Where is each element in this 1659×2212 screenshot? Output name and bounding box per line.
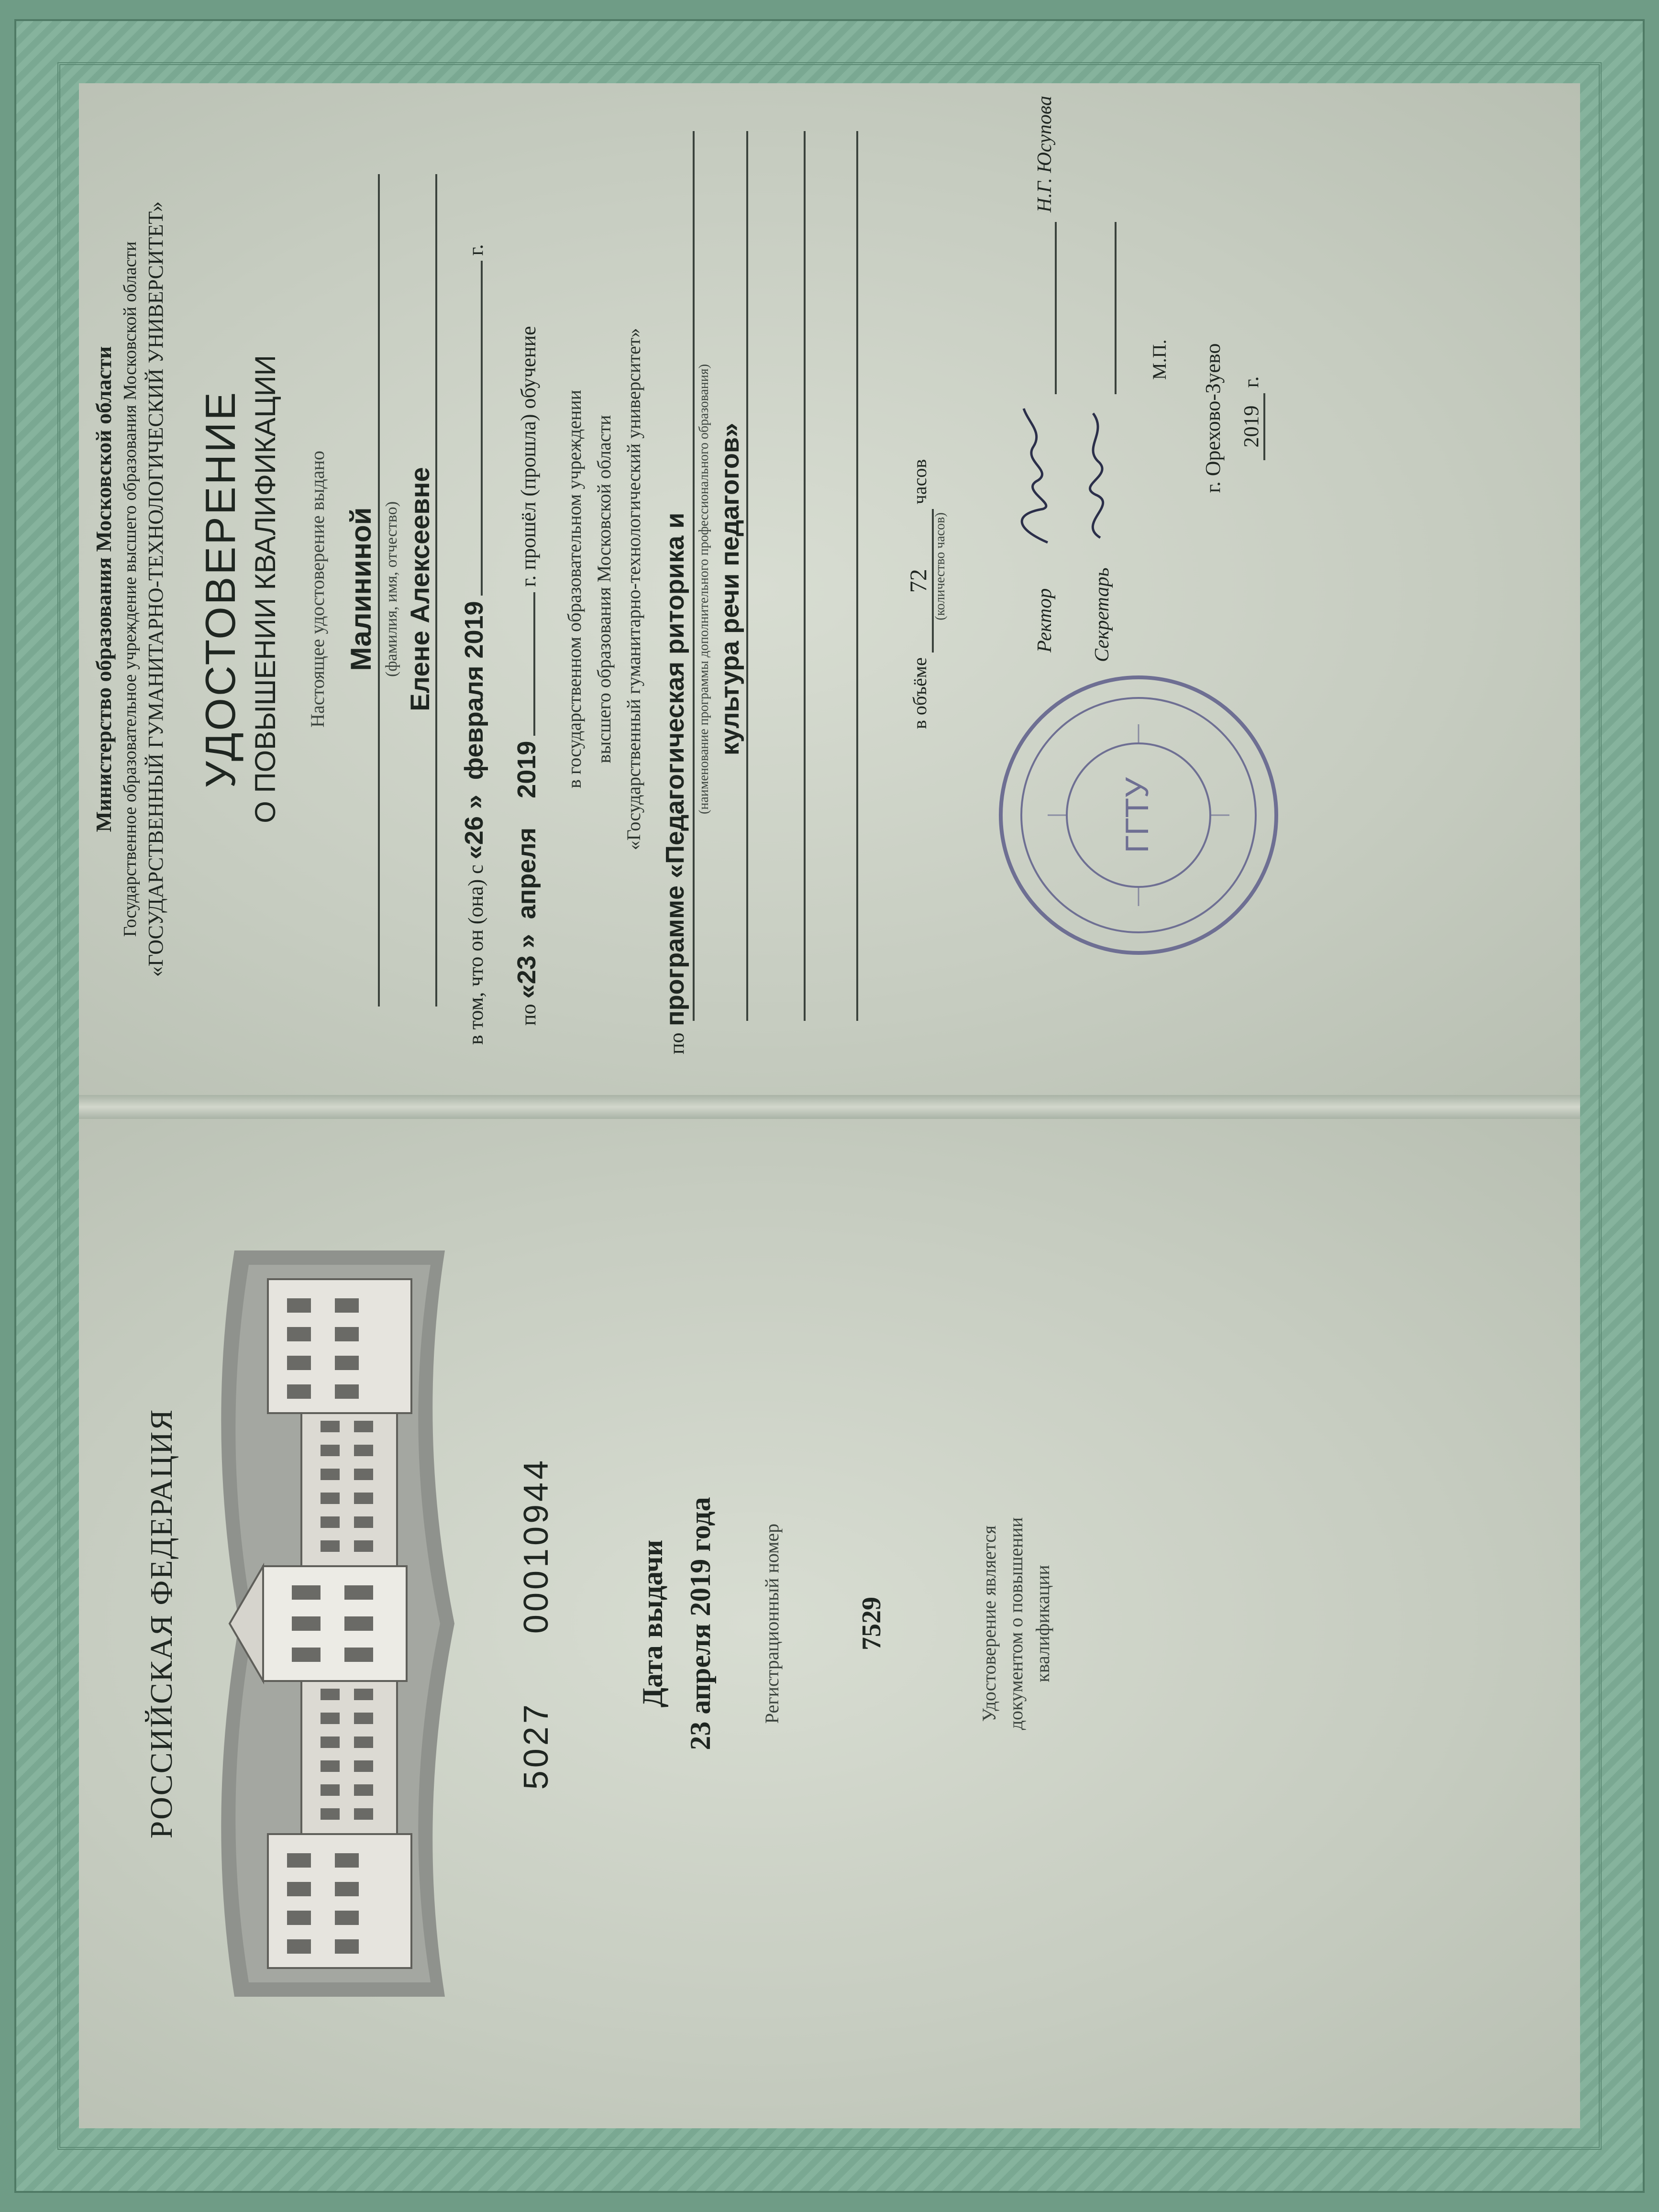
document-subtitle: О ПОВЫШЕНИИ КВАЛИФИКАЦИИ bbox=[249, 355, 281, 823]
to-year: 2019 bbox=[512, 741, 541, 798]
program-prefix: по bbox=[665, 1032, 688, 1054]
blank-line bbox=[856, 131, 858, 1021]
given-names: Елене Алексеевне bbox=[405, 467, 435, 711]
rector-signature bbox=[1009, 404, 1062, 547]
university-building-illustration bbox=[206, 1250, 474, 1997]
org-line: высшего образования Московской области bbox=[593, 415, 615, 763]
hours-row bbox=[904, 155, 934, 729]
right-page bbox=[79, 83, 1580, 1095]
to-suffix: г. прошёл (прошла) обучение bbox=[517, 326, 540, 587]
year-row bbox=[1239, 203, 1265, 633]
program-title-continued: культура речи педагогов» bbox=[716, 422, 744, 756]
program-line bbox=[693, 131, 695, 1021]
blank-line bbox=[804, 131, 806, 1021]
period-to-row bbox=[512, 117, 542, 1026]
issue-date-label: Дата выдачи bbox=[637, 1539, 668, 1708]
footer-note-line: квалификации bbox=[1032, 1565, 1053, 1682]
footer-note-line: Удостоверение является bbox=[978, 1525, 1000, 1722]
to-month: апреля bbox=[512, 827, 541, 919]
program-title: программе «Педагогическая риторика и bbox=[661, 512, 689, 1026]
name-caption: (фамилия, имя, отчество) bbox=[383, 501, 400, 677]
institution-type: Государственное образовательное учреждение высшего образования Московской области bbox=[120, 241, 140, 937]
secretary-sign-line bbox=[1115, 222, 1117, 394]
stamp-place-label: М.П. bbox=[1149, 339, 1170, 380]
certificate-serial bbox=[517, 1119, 556, 2128]
from-day: «26 » bbox=[460, 795, 488, 860]
year: 2019 bbox=[1239, 393, 1265, 460]
footer-note bbox=[976, 1119, 1056, 2128]
hours-caption: (количество часов) bbox=[933, 512, 948, 620]
org-line: в государственном образовательном учреждении bbox=[564, 389, 585, 789]
program-caption: (наименование программы дополнительного профессионального образования) bbox=[697, 364, 711, 814]
rector-label: Ректор bbox=[1034, 588, 1056, 653]
from-month-year: февраля 2019 bbox=[460, 601, 488, 780]
year-suffix: г. bbox=[1239, 376, 1263, 388]
institution-name: «ГОСУДАРСТВЕННЫЙ ГУМАНИТАРНО-ТЕХНОЛОГИЧЕСКИЙ УНИВЕРСИТЕТ» bbox=[144, 201, 167, 977]
period-from-row bbox=[459, 136, 489, 1045]
footer-note-line: документом о повышении bbox=[1005, 1517, 1027, 1730]
surname-line bbox=[378, 174, 380, 1006]
hours-prefix: в объёме bbox=[909, 657, 930, 729]
number: 00010944 bbox=[517, 1457, 555, 1634]
seal-text: ГГТУ bbox=[1119, 777, 1155, 853]
page-fold bbox=[79, 1095, 1580, 1119]
country-heading: РОССИЙСКАЯ ФЕДЕРАЦИЯ bbox=[144, 1408, 179, 1839]
program-row bbox=[660, 126, 690, 1054]
issue-date: 23 апреля 2019 года bbox=[685, 1497, 716, 1750]
from-text: в том, что он (она) с bbox=[464, 864, 487, 1045]
organization-block bbox=[560, 83, 649, 1095]
secretary-label: Секретарь bbox=[1091, 567, 1113, 662]
program-line-2 bbox=[746, 131, 748, 1021]
university-seal bbox=[995, 672, 1282, 959]
ministry: Министерство образования Московской области bbox=[91, 346, 116, 832]
city: г. Орехово-Зуево bbox=[1201, 343, 1225, 493]
document-title: УДОСТОВЕРЕНИЕ bbox=[197, 390, 244, 788]
to-prefix: по bbox=[517, 1004, 540, 1026]
reg-number: 7529 bbox=[857, 1597, 886, 1650]
hours-value: 72 bbox=[904, 509, 934, 653]
series: 5027 bbox=[517, 1702, 555, 1790]
rector-sign-line bbox=[1055, 222, 1057, 394]
rector-row bbox=[1033, 588, 1056, 653]
from-suffix: г. bbox=[464, 244, 487, 256]
issued-to-text: Настоящее удостоверение выдано bbox=[307, 451, 328, 728]
rector-name: Н.Г. Юсупова bbox=[1034, 96, 1056, 212]
hours-suffix: часов bbox=[909, 459, 930, 505]
to-day: «23 » bbox=[512, 934, 541, 999]
reg-number-label: Регистрационный номер bbox=[761, 1523, 783, 1724]
secretary-signature bbox=[1072, 404, 1124, 547]
org-line: «Государственный гуманитарно-технологический университет» bbox=[623, 328, 644, 851]
given-names-line bbox=[435, 174, 437, 1006]
surname: Малининой bbox=[345, 507, 377, 671]
